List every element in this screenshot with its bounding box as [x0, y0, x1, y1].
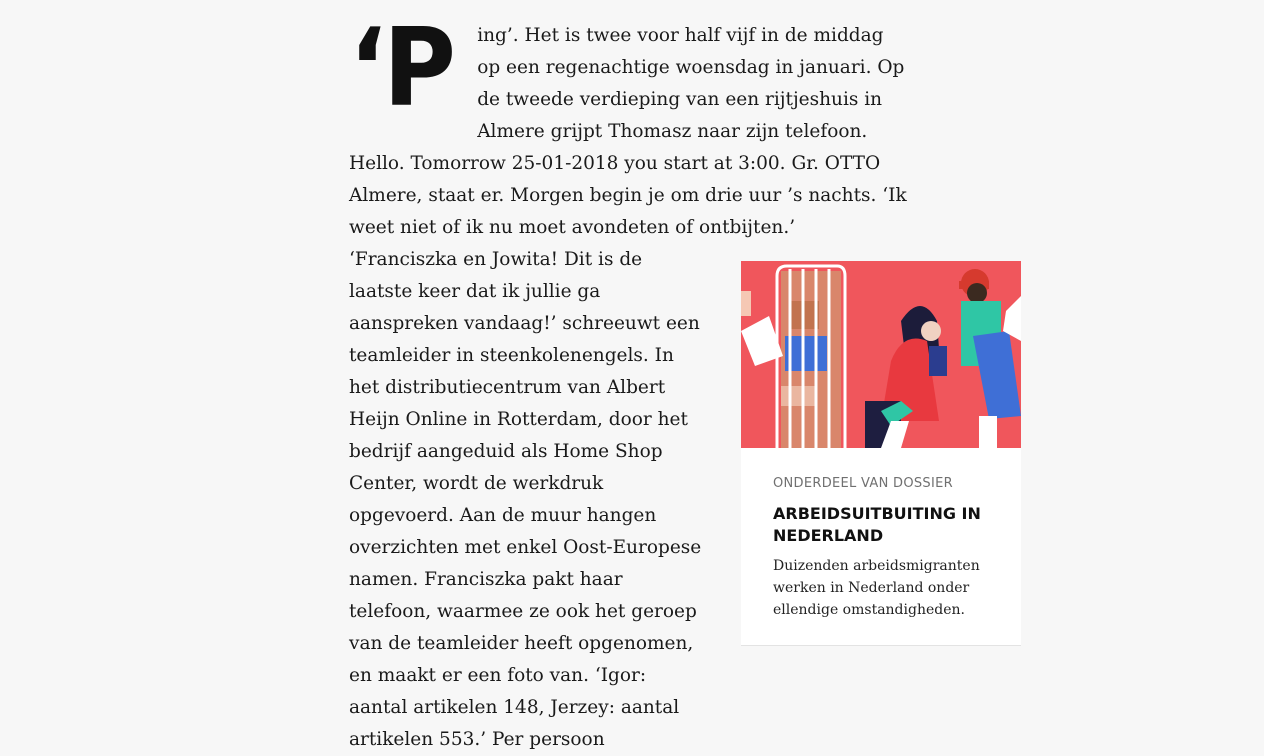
dossier-kicker: ONDERDEEL VAN DOSSIER [773, 476, 953, 491]
dossier-title[interactable]: ARBEIDSUITBUITING IN NEDERLAND [773, 504, 981, 545]
article-paragraph-intro [349, 6, 909, 244]
drop-cap: ‘P [349, 6, 453, 131]
dossier-card[interactable] [741, 261, 1021, 646]
dossier-illustration [741, 261, 1021, 448]
article-paragraph: ‘Franciszka en Jowita! Dit is de laatste keer dat ik jullie ga aanspreken vandaag!’ schreeuwt een teamleider in steenkolenengels. In het distributiecentrum van Albert Heijn Online in Rotterdam, door het bedrijf aangeduid als Home Shop Center, wordt de werkdruk opgevoerd. Aan de muur hangen overzichten met enkel Oost-Europese namen. Franciszka pakt haar telefoon, waarmee ze ook het geroep van de teamleider heeft opgenomen, en maakt er een foto van. ‘Igor: aantal artikelen 148, Jerzey: aantal artikelen 553.’ Per persoon [349, 249, 702, 750]
dossier-card-body [741, 448, 1021, 621]
dossier-description: Duizenden arbeidsmigranten werken in Nederland onder ellendige omstandigheden. [773, 558, 980, 618]
intro-text: ing’. Het is twee voor half vijf in de middag op een regenachtige woensdag in januari. Op de tweede verdieping van een rijtjeshuis in Almere grijpt Thomasz naar zijn telefoon. Hello. Tomorrow 25-01-2018 you start at 3:00. Gr. OTTO Almere, staat er. Morgen begin je om drie uur ’s nachts. ‘Ik weet niet of ik nu moet avondeten of ontbijten.’ [349, 25, 907, 238]
